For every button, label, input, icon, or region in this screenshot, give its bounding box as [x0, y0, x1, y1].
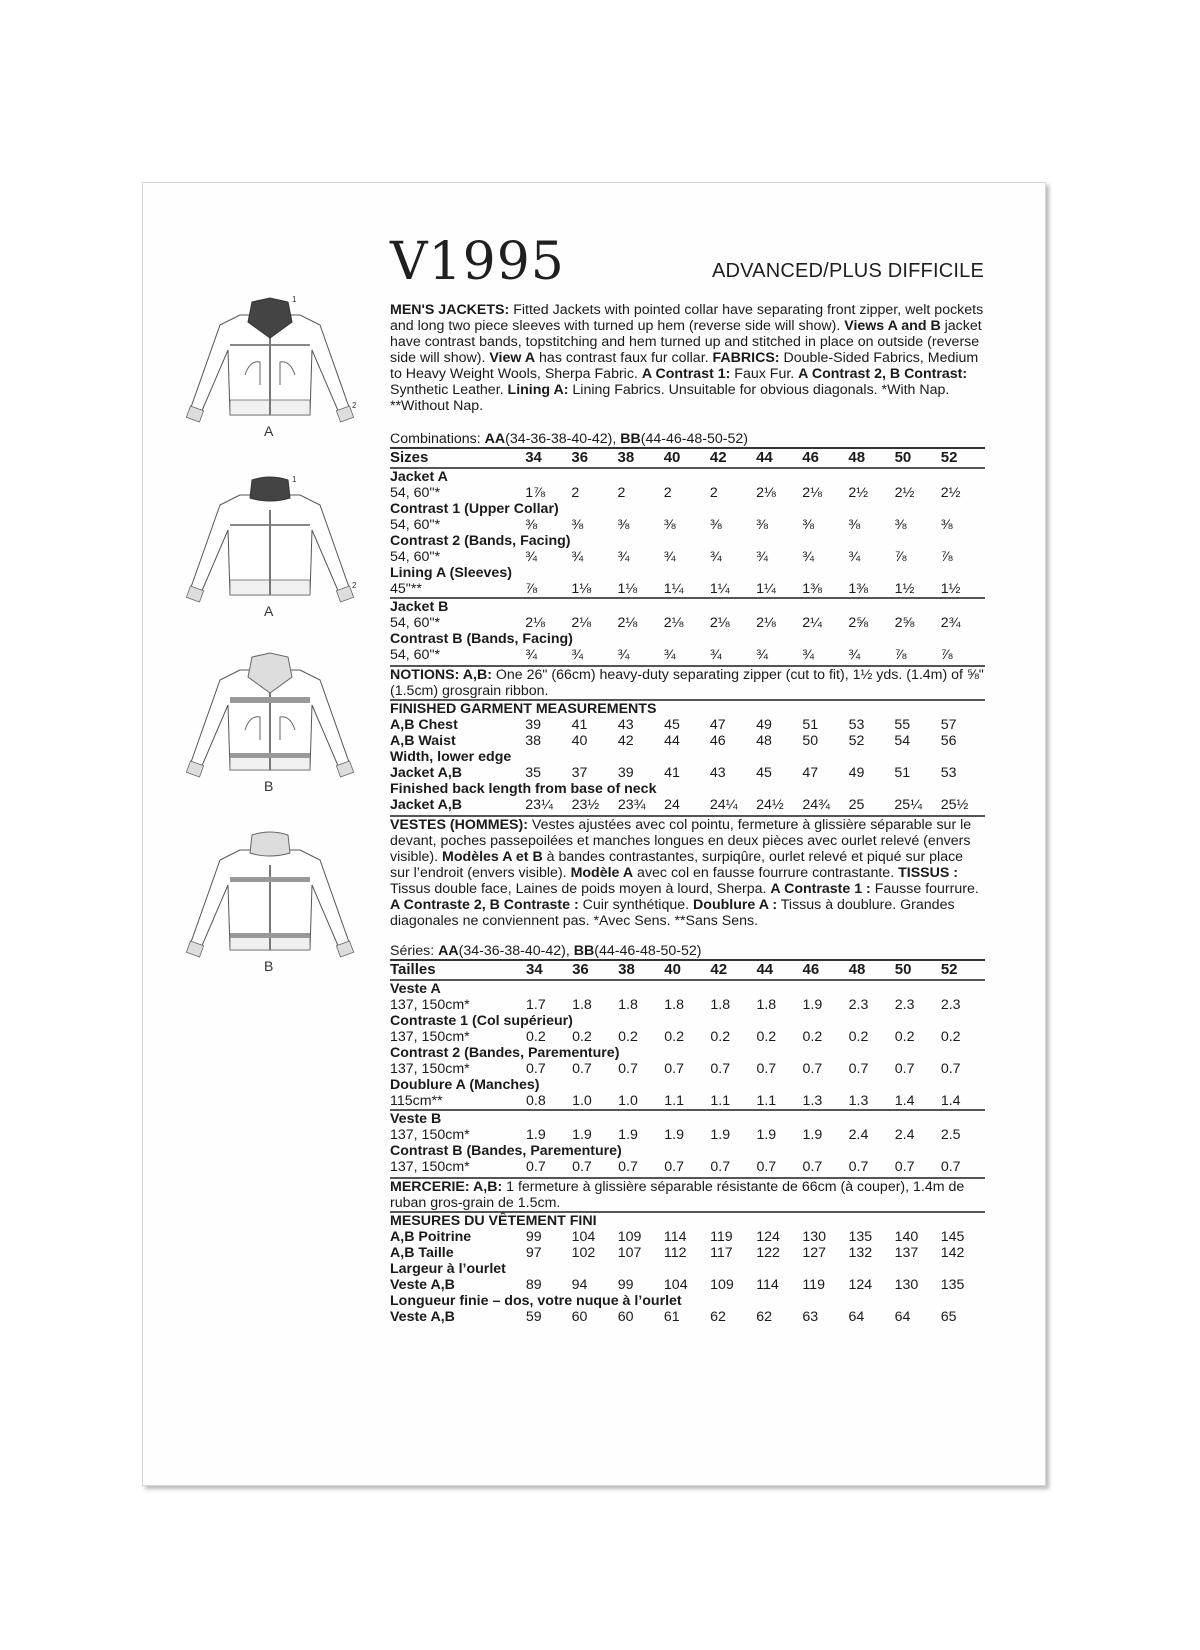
english-measurements-table — [390, 717, 985, 813]
english-yardage-table — [390, 447, 985, 663]
section-row: Contrast 1 (Upper Collar) — [390, 501, 559, 517]
section-row: Veste A — [390, 981, 441, 997]
french-measurements-title: MESURES DU VÊTEMENT FINI — [390, 1213, 597, 1229]
table-row: 54, 60"* 1⅞ 2 2 2 2 2⅛ 2⅛ 2½ 2½ 2½ — [390, 485, 961, 501]
table-row: A,B Taille 97 102 107 112 117 122 127 132 137 142 — [390, 1245, 965, 1261]
table-row: 137, 150cm* 1.7 1.8 1.8 1.8 1.8 1.8 1.9 2.3 2.3 2.3 — [390, 997, 961, 1013]
svg-text:2: 2 — [352, 581, 357, 590]
view-label-a: A — [264, 423, 274, 439]
section-row: Largeur à l’ourlet — [390, 1261, 506, 1277]
table-row: A,B Waist 38 40 42 44 46 48 50 52 54 56 — [390, 733, 957, 749]
section-row: Finished back length from base of neck — [390, 781, 657, 797]
section-row: Lining A (Sleeves) — [390, 565, 512, 581]
svg-text:A: A — [264, 603, 274, 619]
svg-text:B: B — [264, 958, 274, 974]
french-measurements-table — [390, 1229, 985, 1325]
english-chart — [390, 431, 985, 1325]
table-row: Veste A,B 89 94 99 104 109 114 119 124 130 135 — [390, 1277, 965, 1293]
section-row: Contraste 1 (Col supérieur) — [390, 1013, 573, 1029]
pattern-number: V1995 — [390, 232, 565, 292]
table-row: 45"** ⅞ 1⅛ 1⅛ 1¼ 1¼ 1¼ 1⅜ 1⅜ 1½ 1½ — [390, 581, 961, 597]
table-row: Veste A,B 59 60 60 61 62 62 63 64 64 65 — [390, 1309, 957, 1325]
section-row: Longueur finie – dos, votre nuque à l’ourlet — [390, 1293, 682, 1309]
section-row: Contrast 2 (Bandes, Parementure) — [390, 1045, 620, 1061]
view-b-front — [186, 653, 353, 794]
french-description: VESTES (HOMMES): Vestes ajustées avec col pointu, fermeture à glissière séparable sur le devant, poches passepoilées et manches longues en deux pièces avec ourlet relevé (envers visible). Modèles A et B à bandes contrastantes, surpiqûre, ourlet relevé et piqué sur place sur l’endroit (envers visible). Modèle A avec col en fausse fourrure contrastante. TISSUS : Tissus double face, Laines de poids moyen à lourd, Sherpa. A Contraste 1 : Fausse fourrure. A Contraste 2, B Contraste : Cuir synthétique. Doublure A : Tissus à doublure. Grandes diagonales ne conviennent pas. *Avec Sens. **Sans Sens. — [390, 817, 979, 929]
table-row: 54, 60"* 2⅛ 2⅛ 2⅛ 2⅛ 2⅛ 2⅛ 2¼ 2⅝ 2⅝ 2¾ — [390, 615, 961, 631]
table-row: 137, 150cm* 0.2 0.2 0.2 0.2 0.2 0.2 0.2 0.2 0.2 0.2 — [390, 1029, 961, 1045]
svg-text:B: B — [264, 778, 274, 794]
table-row: 137, 150cm* 0.7 0.7 0.7 0.7 0.7 0.7 0.7 0.7 0.7 0.7 — [390, 1061, 961, 1077]
table-row: 137, 150cm* 1.9 1.9 1.9 1.9 1.9 1.9 1.9 2.4 2.4 2.5 — [390, 1127, 961, 1143]
section-row: Contrast B (Bands, Facing) — [390, 631, 573, 647]
sizes-header-row: Sizes 34 36 38 40 42 44 46 48 50 52 — [390, 448, 985, 468]
section-row: Jacket A — [390, 469, 448, 485]
table-row: 54, 60"* ⅜ ⅜ ⅜ ⅜ ⅜ ⅜ ⅜ ⅜ ⅜ ⅜ — [390, 517, 953, 533]
table-row: 137, 150cm* 0.7 0.7 0.7 0.7 0.7 0.7 0.7 0.7 0.7 0.7 — [390, 1159, 961, 1175]
english-measurements-title: FINISHED GARMENT MEASUREMENTS — [390, 701, 657, 717]
french-combinations-line: Séries: AA(34-36-38-40-42), BB(44-46-48-50-52) — [390, 943, 702, 959]
section-row: Width, lower edge — [390, 749, 512, 765]
section-row: Contrast 2 (Bands, Facing) — [390, 533, 571, 549]
view-b-back — [186, 832, 353, 974]
section-row: Jacket B — [390, 598, 985, 615]
table-row: 115cm** 0.8 1.0 1.0 1.1 1.1 1.1 1.3 1.3 1.4 1.4 — [390, 1093, 961, 1109]
table-row: 54, 60"* ¾ ¾ ¾ ¾ ¾ ¾ ¾ ¾ ⅞ ⅞ — [390, 647, 953, 663]
section-row: Doublure A (Manches) — [390, 1077, 540, 1093]
combinations-line: Combinations: AA(34-36-38-40-42), BB(44-46-48-50-52) — [390, 431, 749, 447]
section-row: Veste B — [390, 1110, 985, 1127]
section-row: Contrast B (Bandes, Parementure) — [390, 1143, 622, 1159]
view-a-front — [186, 295, 357, 439]
english-notions: NOTIONS: A,B: One 26" (66cm) heavy-duty separating zipper (cut to fit), 1½ yds. (1.4m) of ⅝" (1.5cm) grosgrain ribbon. — [390, 667, 984, 699]
view-a-back — [186, 475, 357, 619]
french-yardage-table — [390, 959, 985, 1175]
sizes-header-row: Tailles 34 36 38 40 42 44 46 48 50 52 — [390, 960, 985, 980]
table-row: 54, 60"* ¾ ¾ ¾ ¾ ¾ ¾ ¾ ¾ ⅞ ⅞ — [390, 549, 953, 565]
table-row: Jacket A,B 23¼ 23½ 23¾ 24 24¼ 24½ 24¾ 25 25¼ 25½ — [390, 797, 969, 813]
difficulty-label: ADVANCED/PLUS DIFFICILE — [711, 260, 984, 282]
svg-text:1: 1 — [292, 295, 297, 304]
jacket-illustrations — [180, 290, 380, 1010]
french-notions: MERCERIE: A,B: 1 fermeture à glissière séparable résistante de 66cm (à couper), 1.4m de ruban gros-grain de 1.5cm. — [390, 1179, 965, 1211]
table-row: Jacket A,B 35 37 39 41 43 45 47 49 51 53 — [390, 765, 957, 781]
svg-text:1: 1 — [292, 475, 297, 484]
table-row: A,B Chest 39 41 43 45 47 49 51 53 55 57 — [390, 717, 957, 733]
table-row: A,B Poitrine 99 104 109 114 119 124 130 135 140 145 — [390, 1229, 965, 1245]
svg-text:2: 2 — [352, 401, 357, 410]
english-description: MEN'S JACKETS: Fitted Jackets with pointed collar have separating front zipper, welt pockets and long two piece sleeves with turned up hem (reverse side will show). Views A and B jacket have contrast bands, topstitching and hem turned up and stitched in place on outside (reverse side will show). View A has contrast faux fur collar. FABRICS: Double-Sided Fabrics, Medium to Heavy Weight Wools, Sherpa Fabric. A Contrast 1: Faux Fur. A Contrast 2, B Contrast: Synthetic Leather. Lining A: Lining Fabrics. Unsuitable for obvious diagonals. *With Nap. **Without Nap. — [390, 302, 984, 414]
